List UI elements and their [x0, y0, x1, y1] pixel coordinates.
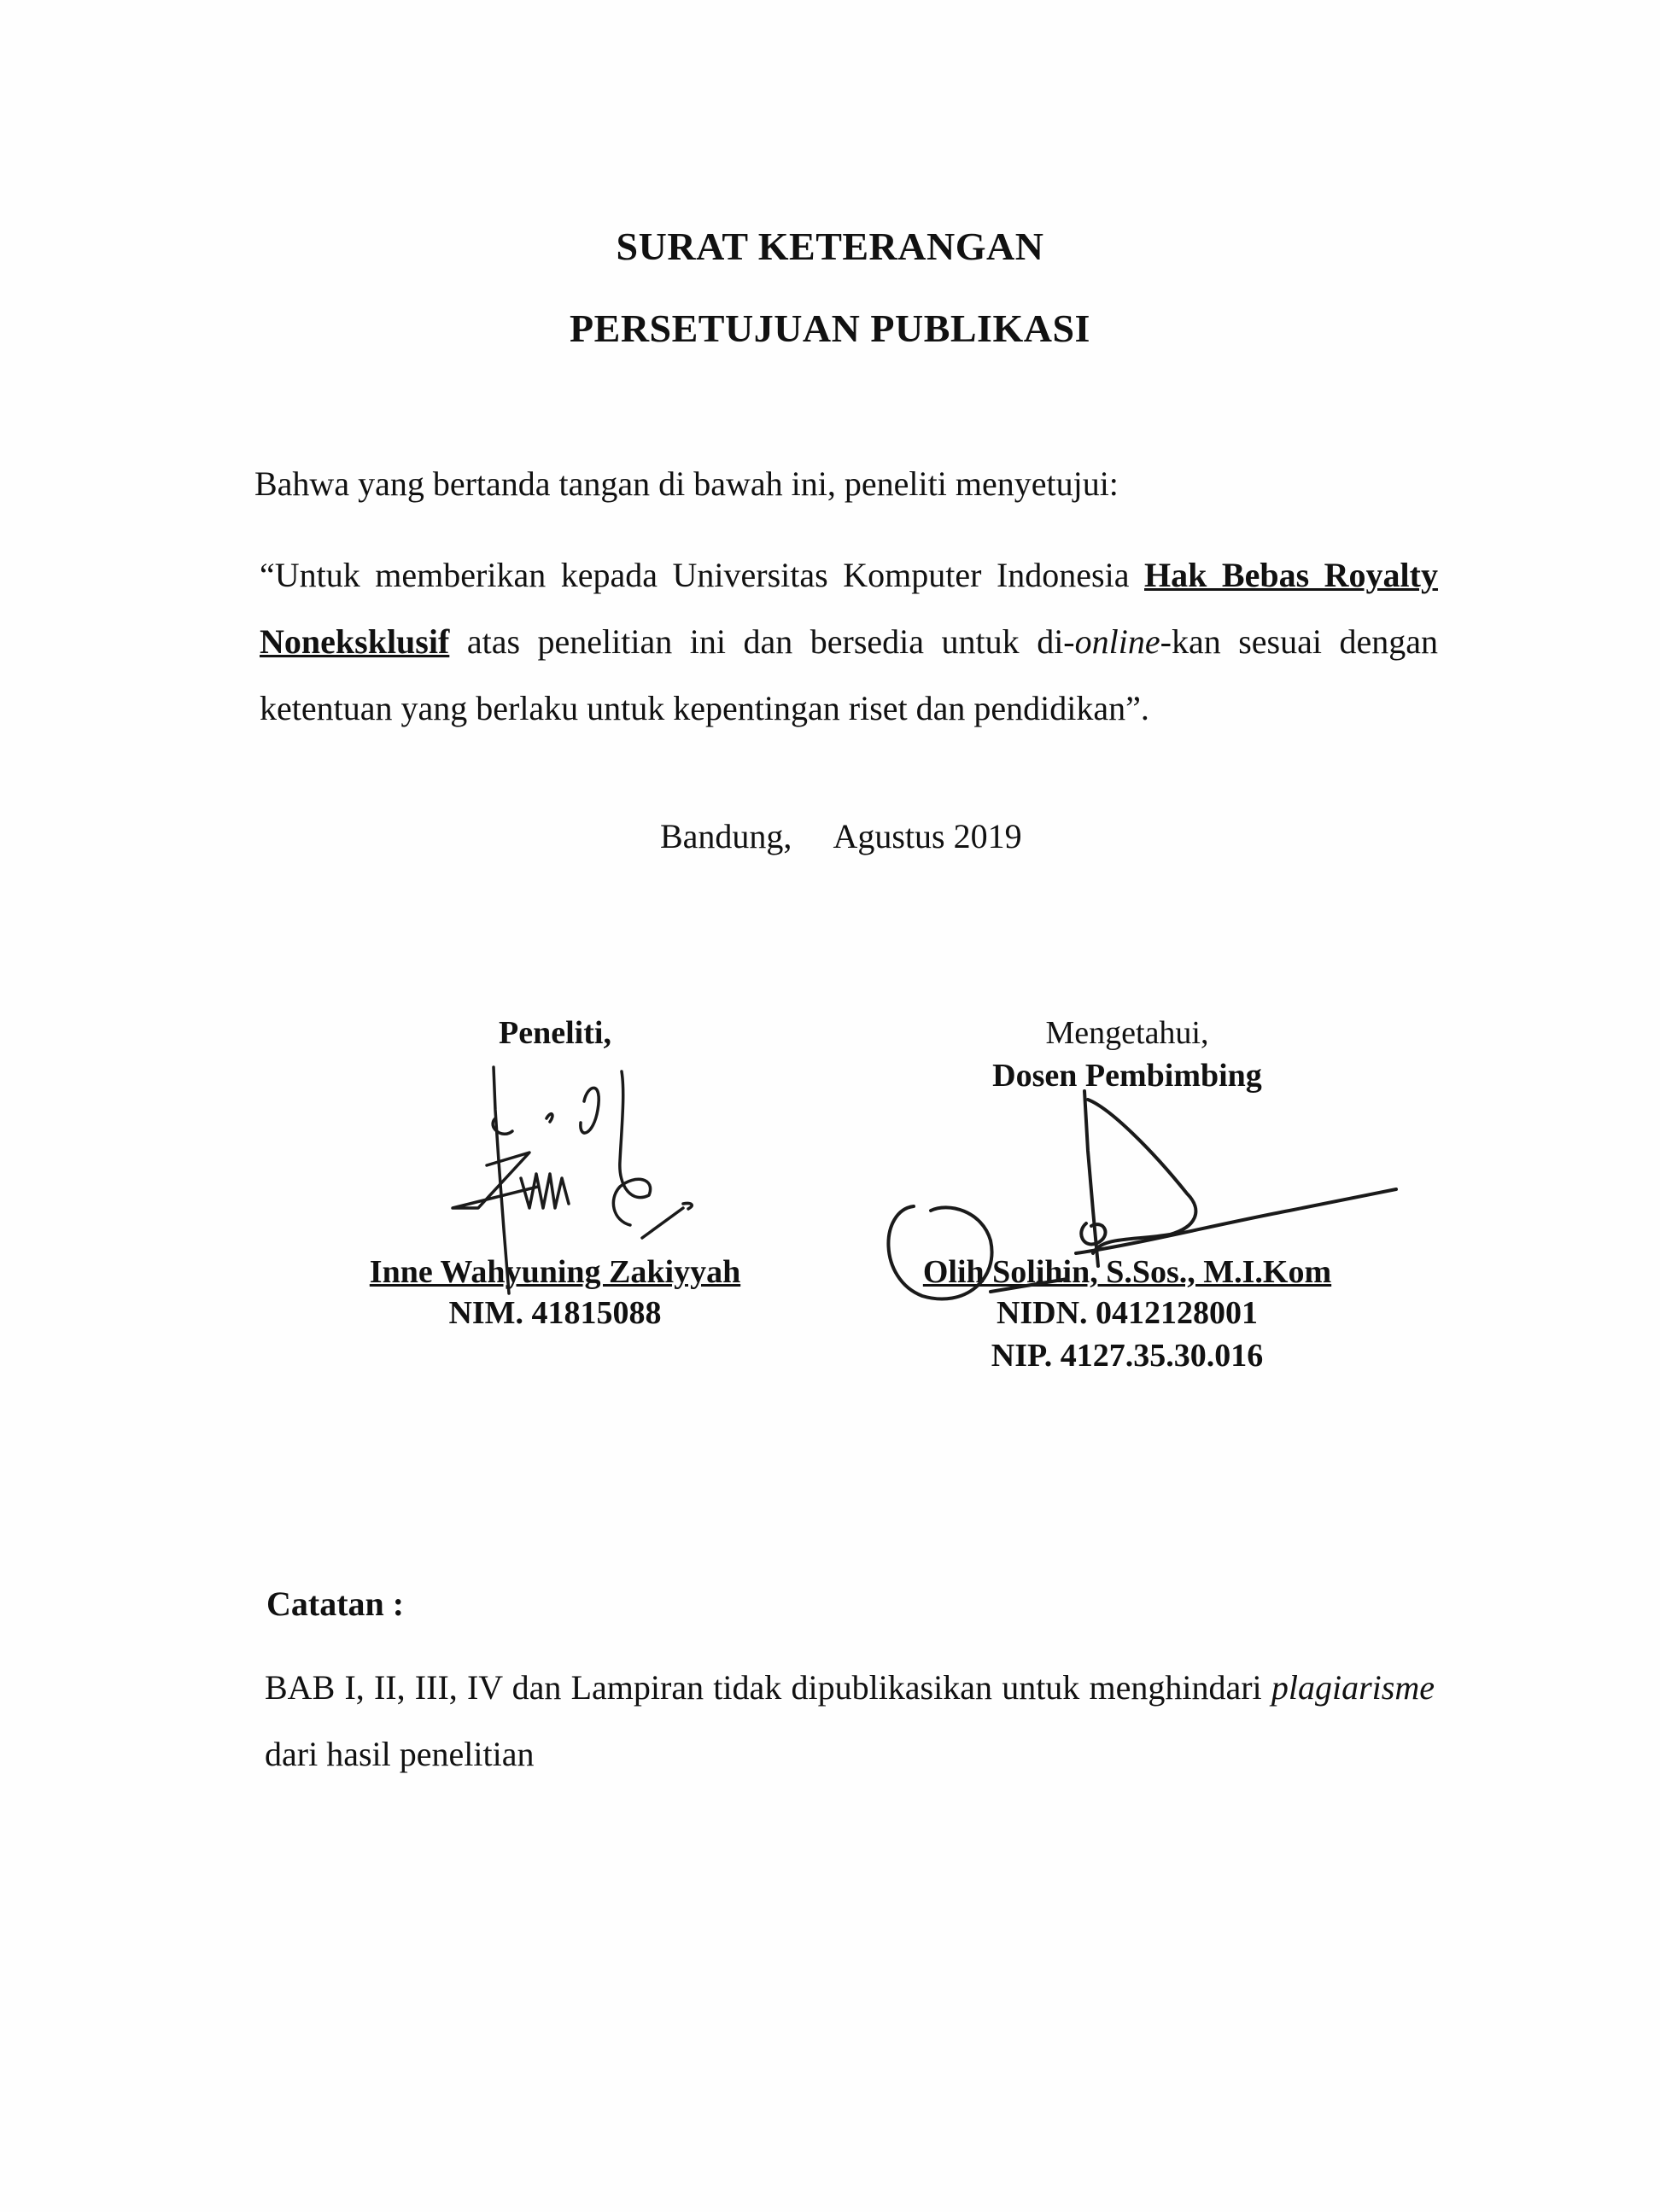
note-text-part1: BAB I, II, III, IV dan Lampiran tidak dipublikasikan untuk menghindari: [265, 1668, 1271, 1707]
royalty-term: Hak Bebas Royalty Noneksklusif: [260, 556, 1438, 661]
note-body: [265, 1655, 1435, 1788]
researcher-label: Peneliti,: [499, 1015, 611, 1051]
supervisor-handwritten-signature: [862, 1083, 1409, 1322]
supervisor-name: Olih Solihin, S.Sos., M.I.Kom: [922, 1254, 1332, 1290]
supervisor-nidn: NIDN. 0412128001: [996, 1295, 1259, 1331]
agreement-text-part3: -kan sesuai dengan ketentuan yang berlaku untuk kepentingan riset dan pendidikan”.: [260, 622, 1438, 727]
place-date: [660, 816, 1022, 856]
agreement-text-part2: atas penelitian ini dan bersedia untuk di-: [449, 622, 1075, 661]
supervisor-role: Dosen Pembimbing: [992, 1058, 1262, 1094]
document-subtitle: PERSETUJUAN PUBLIKASI: [570, 306, 1090, 350]
note-heading: Catatan :: [266, 1585, 405, 1623]
intro-text: Bahwa yang bertanda tangan di bawah ini, peneliti menyetujui:: [254, 464, 1119, 503]
note-text-part2: dari hasil penelitian: [265, 1735, 535, 1773]
researcher-signature-block: [350, 1014, 760, 1331]
online-term: online: [1074, 622, 1160, 661]
document-title: SURAT KETERANGAN: [616, 225, 1044, 268]
researcher-handwritten-signature: [427, 1059, 717, 1315]
place: Bandung,: [660, 817, 792, 855]
researcher-name: Inne Wahyuning Zakiyyah: [369, 1254, 741, 1290]
supervisor-nip: NIP. 4127.35.30.016: [991, 1338, 1264, 1374]
plagiarism-term: plagiarisme: [1271, 1668, 1435, 1707]
date: Agustus 2019: [833, 817, 1022, 855]
agreement-statement: [260, 542, 1438, 742]
researcher-nim: NIM. 41815088: [448, 1295, 662, 1331]
agreement-text-part1: “Untuk memberikan kepada Universitas Komputer Indonesia: [260, 556, 1144, 594]
acknowledged-label: Mengetahui,: [1045, 1015, 1209, 1051]
